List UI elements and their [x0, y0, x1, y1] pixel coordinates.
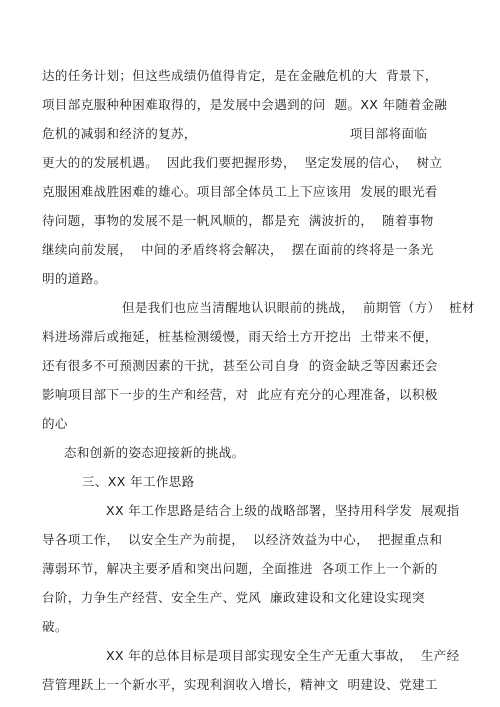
text-line: 更大的的发展机遇。 因此我们要把握形势， 坚定发展的信心， 树立: [42, 155, 443, 170]
text-line: 薄弱环节，解决主要矛盾和突出问题，全面推进 各项工作上一个新的: [42, 561, 438, 576]
text-line: 明的道路。: [42, 271, 107, 286]
text-line: 台阶，力争生产经营、安全生产、党风 廉政建设和文化建设实现突: [42, 590, 425, 605]
text-line: 继续向前发展， 中间的矛盾终将会解决， 摆在面前的终将是一条光: [42, 242, 434, 257]
paragraph-first-line: 但是我们也应当清醒地认识眼前的挑战， 前期管（方） 桩材: [122, 300, 475, 315]
paragraph-first-line: XX 年工作思路是结合上级的战略部署，坚持用科学发 展观指: [106, 503, 460, 518]
text-line: 的心: [42, 416, 68, 431]
text-line: 还有很多不可预测因素的干扰，甚至公司自身 的资金缺乏等因素还会: [42, 358, 438, 373]
section-heading: 三、XX 年工作思路: [82, 474, 195, 489]
text-line: 克服困难战胜困难的雄心。项目部全体员工上下应该用 发展的眼光看: [42, 184, 438, 199]
paragraph-first-line: XX 年的总体目标是项目部实现安全生产无重大事故， 生产经: [106, 648, 460, 663]
text-line: 料进场滞后或拖延，桩基检测缓慢，雨天给土方开挖出 土带来不便，: [42, 329, 438, 344]
text-line: 影响项目部下一步的生产和经营，对 此应有充分的心理准备，以积极: [42, 387, 438, 402]
text-line: 待问题，事物的发展不是一帆风顺的，都是充 满波折的， 随着事物: [42, 213, 434, 228]
text-line: 态和创新的姿态迎接新的挑战。: [64, 445, 245, 460]
text-line: 导各项工作， 以安全生产为前提， 以经济效益为中心， 把握重点和: [42, 532, 443, 547]
text-line: 破。: [42, 619, 68, 634]
text-line: 营管理跃上一个新水平，实现利润收入增长，精神文 明建设、党建工: [42, 677, 438, 692]
text-line: 项目部克服种种困难取得的，是发展中会遇到的问 题。XX 年随着金融: [42, 97, 448, 112]
text-line: 危机的减弱和经济的复苏， 项目部将面临: [42, 126, 428, 141]
text-line: 达的任务计划；但这些成绩仍值得肯定，是在金融危机的大 背景下，: [42, 68, 438, 83]
